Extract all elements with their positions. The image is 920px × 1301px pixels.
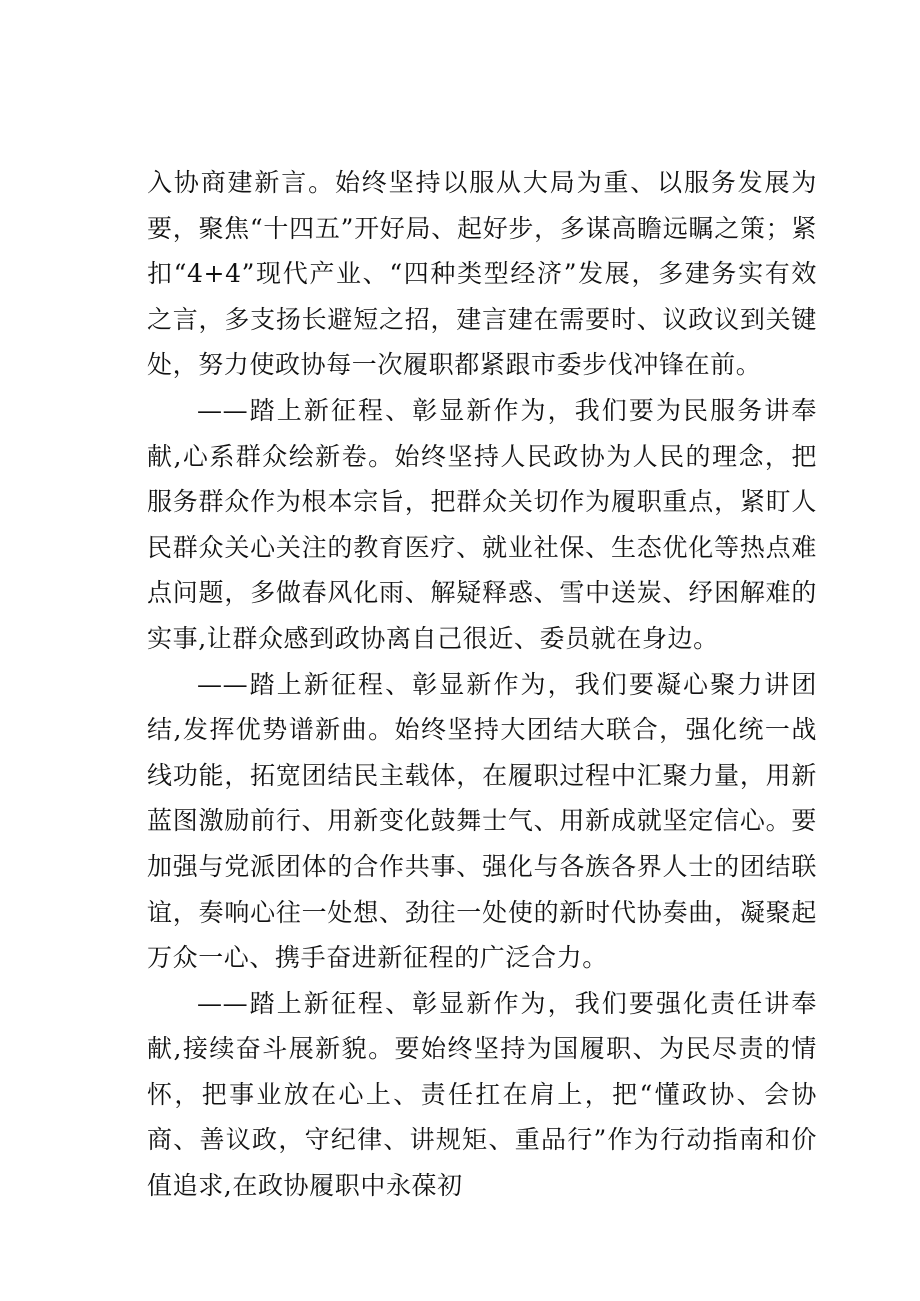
paragraph-4: ——踏上新征程、彰显新作为，我们要强化责任讲奉献,接续奋斗展新貌。要始终坚持为国履职、为民尽责的情怀，把事业放在心上、责任扛在肩上，把“懂政协、会协商、善议政，守纪律、讲规矩、重品行”作为行动指南和价值追求,在政协履职中永葆初 (147, 988, 817, 1201)
paragraph-1: 入协商建新言。始终坚持以服从大局为重、以服务发展为要，聚焦“十四五”开好局、起好步，多谋高瞻远瞩之策；紧扣“4+4”现代产业、“四种类型经济”发展，多建务实有效之言，多支扬长避短之招，建言建在需要时、议政议到关键处，努力使政协每一次履职都紧跟市委步伐冲锋在前。 (147, 168, 817, 380)
paragraph-3: ——踏上新征程、彰显新作为，我们要凝心聚力讲团结,发挥优势谱新曲。始终坚持大团结大联合，强化统一战线功能，拓宽团结民主载体，在履职过程中汇聚力量，用新蓝图激励前行、用新变化鼓舞士气、用新成就坚定信心。要加强与党派团体的合作共事、强化与各族各界人士的团结联谊，奏响心往一处想、劲往一处使的新时代协奏曲，凝聚起万众一心、携手奋进新征程的广泛合力。 (147, 669, 817, 973)
paragraph-2: ——踏上新征程、彰显新作为，我们要为民服务讲奉献,心系群众绘新卷。始终坚持人民政协为人民的理念，把服务群众作为根本宗旨，把群众关切作为履职重点，紧盯人民群众关心关注的教育医疗、就业社保、生态优化等热点难点问题，多做春风化雨、解疑释惑、雪中送炭、纾困解难的实事,让群众感到政协离自己很近、委员就在身边。 (147, 395, 817, 653)
document-body (147, 160, 817, 1209)
